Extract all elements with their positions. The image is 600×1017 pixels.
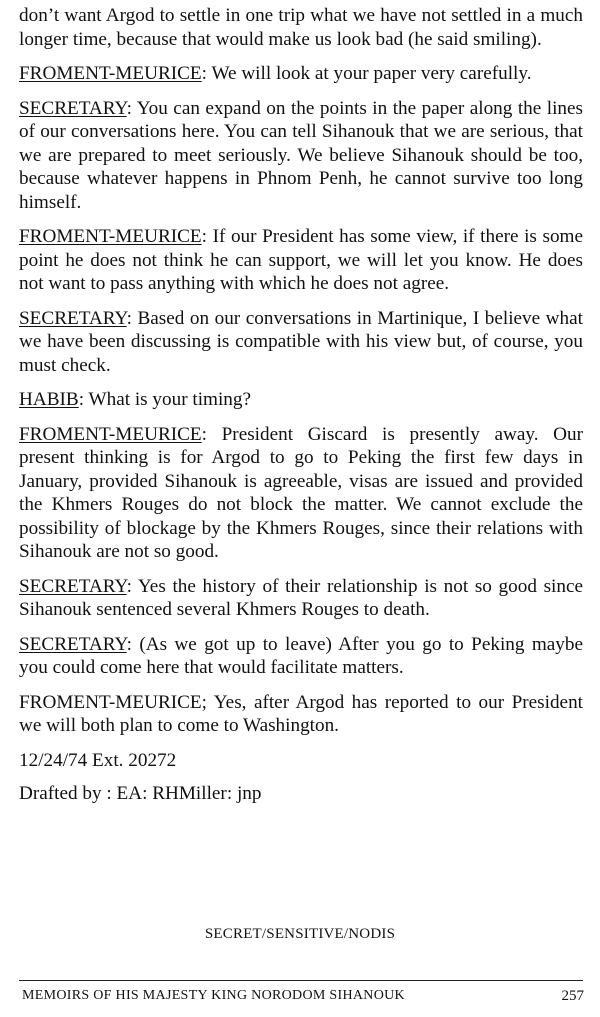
paragraph-text: What is your timing? <box>88 389 252 410</box>
paragraph-text: We will look at your paper very carefully. <box>211 63 532 84</box>
speaker-separator: : <box>126 633 140 655</box>
speaker-separator: : <box>201 63 212 84</box>
speaker-name: FROMENT-MEURICE <box>19 423 202 445</box>
footer-divider <box>19 980 583 981</box>
paragraph-text: You can expand on the points in the paper along the lines of our conversations here. You can tell Sihanouk that we are serious, that we are prepared to meet seriously. We believe Sihanouk should be too, because whatever happens in Phnom Penh, he cannot survive too long himself. <box>19 97 583 213</box>
paragraph-text: Yes the history of their relationship is not so good since Sihanouk sentenced several Khmers Rouges to death. <box>19 575 583 620</box>
paragraph-text: FROMENT-MEURICE; Yes, after Argod has reported to our President we will both plan to come to Washington. <box>19 691 583 736</box>
page-footer <box>22 988 584 1004</box>
speaker-name: SECRETARY <box>19 633 127 655</box>
speaker-separator: : <box>126 97 137 119</box>
speaker-name: SECRETARY <box>19 97 127 119</box>
book-title: MEMOIRS OF HIS MAJESTY KING NORODOM SIHANOUK <box>22 988 405 1003</box>
paragraph-text: don’t want Argod to settle in one trip what we have not settled in a much longer time, because that would make us look bad (he said smiling). <box>19 5 583 50</box>
speaker-separator: : <box>201 423 222 445</box>
document-body <box>19 4 583 806</box>
speaker-name: SECRETARY <box>19 307 127 329</box>
paragraph-secretary-3 <box>19 575 583 622</box>
speaker-separator: : <box>78 389 89 410</box>
paragraph-froment-meurice-2 <box>19 225 583 296</box>
paragraph-text: If our President has some view, if there is some point he does not think he can support, we will let you know. He does not want to pass anything with which he does not agree. <box>19 226 583 294</box>
paragraph-continuation <box>19 4 583 51</box>
speaker-separator: : <box>126 575 138 597</box>
paragraph-habib <box>19 388 583 412</box>
paragraph-froment-meurice-3 <box>19 423 583 564</box>
speaker-name: HABIB <box>19 389 79 410</box>
classification-marking: SECRET/SENSITIVE/NODIS <box>204 926 396 942</box>
date-extension-line: 12/24/74 Ext. 20272 <box>19 749 177 771</box>
page-number: 257 <box>561 988 584 1004</box>
paragraph-froment-meurice-1 <box>19 62 583 86</box>
paragraph-text: (As we got up to leave) After you go to Peking maybe you could come here that would facilitate matters. <box>19 633 583 678</box>
paragraph-froment-meurice-closing <box>19 691 583 738</box>
speaker-separator: : <box>201 226 213 247</box>
speaker-name: FROMENT-MEURICE <box>19 63 202 84</box>
paragraph-secretary-4 <box>19 633 583 680</box>
speaker-name: SECRETARY <box>19 575 127 597</box>
paragraph-secretary-2 <box>19 307 583 378</box>
speaker-name: FROMENT-MEURICE <box>19 226 202 247</box>
paragraph-text: Based on our conversations in Martinique, I believe what we have been discussing is compatible with his view but, of course, you must check. <box>19 307 583 376</box>
paragraph-secretary-1 <box>19 97 583 215</box>
speaker-separator: : <box>126 307 138 329</box>
paragraph-text: President Giscard is presently away. Our present thinking is for Argod to go to Peking the first few days in January, provided Sihanouk is agreeable, visas are issued and provided the Khmers Rouges do not block the matter. We cannot exclude the possibility of blockage by the Khmers Rouges, since their relations with Sihanouk are not so good. <box>19 423 583 562</box>
drafted-by-line: Drafted by : EA: RHMiller: jnp <box>19 783 262 804</box>
